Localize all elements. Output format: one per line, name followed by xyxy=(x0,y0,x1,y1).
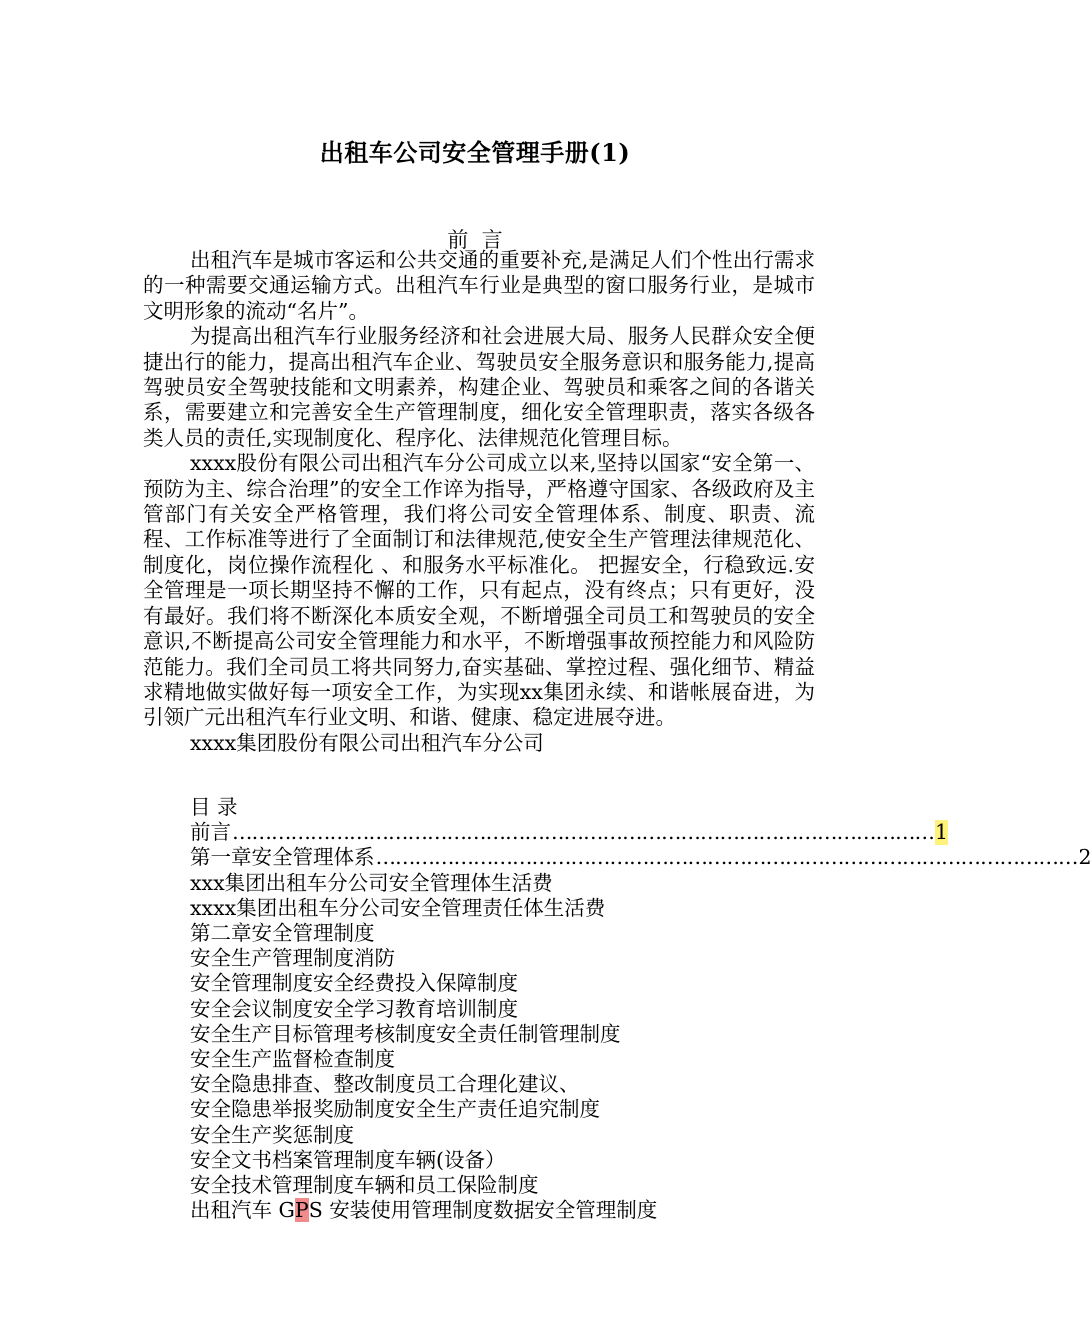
toc-item: 安全会议制度安全学习教育培训制度 xyxy=(190,996,518,1021)
preface-paragraph-1: 出租汽车是城市客运和公共交通的重要补充,是满足人们个性出行需求的一种需要交通运输方式。出租汽车行业是典型的窗口服务行业，是城市文明形象的流动“名片”。 xyxy=(143,248,815,323)
toc-item: 安全生产监督检查制度 xyxy=(190,1047,395,1072)
preface-paragraph-3: xxxx股份有限公司出租汽车分公司成立以来,坚持以国家“安全第一、预防为主、综合治理”的安全工作谇为指导，严格遵守国家、各级政府及主管部门有关安全严格管理，我们将公司安全管理体系、制度、职责、流程、工作标准等进行了全面制订和法律规范,使安全生产管理法律规范化、制度化，岗位操作流程化 、和服务水平标准化。 把握安全，行稳致远.安全管理是一项长期坚持不懈的工作，只有起点，没有终点；只有更好，没有最好。我们将不断深化本质安全观，不断增强全司员工和驾驶员的安全意识,不断提高公司安全管理能力和水平，不断增强事故预控能力和风险防范能力。我们全司员工将共同努力,奋实基础、掌控过程、强化细节、精益求精地做实做好每一项安全工作，为实现xx集团永续、和谐帐展奋进，为引领广元出租汽车行业文明、和谐、健康、稳定进展夺进。 xyxy=(143,451,815,730)
toc-item: 安全隐患排查、整改制度员工合理化建议、 xyxy=(190,1072,580,1097)
toc-item-text-after: S 安装使用管理制度数据安全管理制度 xyxy=(308,1198,658,1223)
toc-page-number: 1 xyxy=(935,820,949,845)
toc-item: 安全文书档案管理制度车辆(设备） xyxy=(190,1147,506,1172)
toc-item: 第二章安全管理制度 xyxy=(190,921,375,946)
toc-item: 安全生产目标管理考核制度安全责任制管理制度 xyxy=(190,1021,621,1046)
toc-entry-label: 前言 xyxy=(190,820,231,845)
toc-item: 安全生产管理制度消防 xyxy=(190,946,395,971)
preface-heading: 前 言 xyxy=(447,228,503,252)
toc-entry[interactable] xyxy=(190,820,949,845)
toc-entry-label: 第一章安全管理体系 xyxy=(190,845,375,870)
toc-item-last xyxy=(190,1198,750,1223)
preface-paragraph-2: 为提高出租汽车行业服务经济和社会进展大局、服务人民群众安全便捷出行的能力，提高出租汽车企业、驾驶员安全服务意识和服务能力,提高驾驶员安全驾驶技能和文明素养，构建企业、驾驶员和乘客之间的各谐关系，需要建立和完善安全生产管理制度，细化安全管理职责，落实各级各类人员的责任,实现制度化、程序化、法律规范化管理目标。 xyxy=(143,324,815,450)
highlighted-character: P xyxy=(294,1198,309,1223)
toc-entry[interactable] xyxy=(190,845,1092,870)
toc-heading: 目 录 xyxy=(190,795,238,819)
toc-leader-dots: ……………………………………………………………………………………………… xyxy=(375,845,1078,870)
toc-page-number: 2 xyxy=(1078,845,1092,870)
preface-body xyxy=(143,248,815,756)
toc-item-text-before: 出租汽车 G xyxy=(190,1198,295,1223)
toc-item: 安全隐患举报奖励制度安全生产责任追究制度 xyxy=(190,1097,600,1122)
table-of-contents xyxy=(190,795,1092,1223)
document-title: 出租车公司安全管理手册(1) xyxy=(319,138,631,167)
toc-item: xxx集团出租车分公司安全管理体生活费 xyxy=(190,870,553,895)
toc-item: 安全生产奖惩制度 xyxy=(190,1122,354,1147)
preface-signature: xxxx集团股份有限公司出租汽车分公司 xyxy=(190,730,544,755)
toc-item: 安全技术管理制度车辆和员工保险制度 xyxy=(190,1173,539,1198)
toc-item: xxxx集团出租车分公司安全管理责任体生活费 xyxy=(190,895,606,920)
toc-item: 安全管理制度安全经费投入保障制度 xyxy=(190,971,518,996)
toc-leader-dots: ……………………………………………………………………………………………… xyxy=(232,820,934,845)
